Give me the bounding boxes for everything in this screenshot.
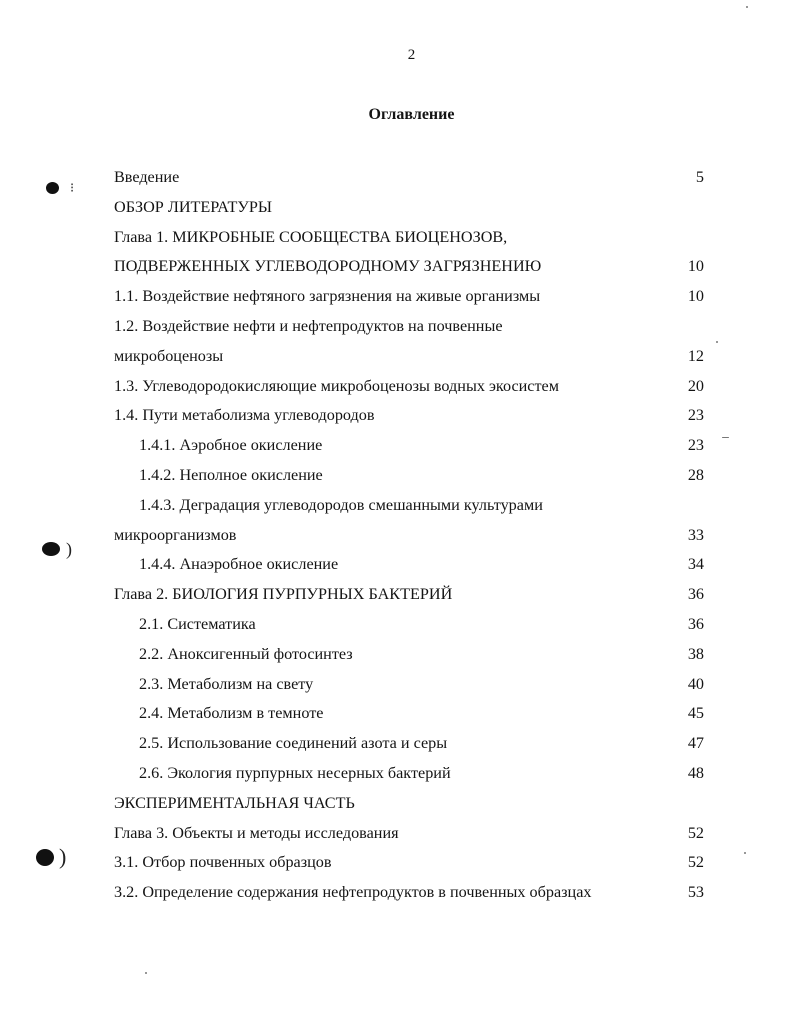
toc-entry-page: 36 (687, 585, 704, 604)
toc-entry-label: ОБЗОР ЛИТЕРАТУРЫ (114, 197, 272, 216)
toc-entry-label: 2.1. Систематика (139, 614, 256, 633)
toc-entry (0, 431, 791, 461)
toc-entry-page: 23 (687, 406, 704, 425)
toc-entry-page: 23 (687, 436, 704, 455)
toc-entry (0, 729, 791, 759)
toc-entry-label: 3.1. Отбор почвенных образцов (114, 853, 332, 872)
toc-entry-label: Глава 3. Объекты и методы исследования (114, 823, 399, 842)
toc-entry (0, 819, 791, 849)
toc-entry (0, 699, 791, 729)
toc-entry (0, 312, 791, 342)
toc-entry-label: 1.4.4. Анаэробное окисление (139, 555, 339, 574)
toc-entry-page: 33 (687, 525, 704, 544)
toc-entry-label: 1.2. Воздействие нефти и нефтепродуктов на почвенные (114, 316, 503, 335)
toc-entry (0, 789, 791, 819)
toc-entry (0, 193, 791, 223)
page-number: 2 (407, 47, 416, 63)
toc-entry-page: 10 (687, 257, 704, 276)
toc-entry-page: 52 (687, 853, 704, 872)
toc-entry (0, 163, 791, 193)
toc-entry (0, 550, 791, 580)
toc-entry-page: 38 (687, 644, 704, 663)
toc-entry (0, 640, 791, 670)
toc-entry (0, 282, 791, 312)
toc-entry-label: Глава 2. БИОЛОГИЯ ПУРПУРНЫХ БАКТЕРИЙ (114, 585, 453, 604)
toc-entry (0, 670, 791, 700)
toc-entry (0, 878, 791, 908)
toc-entry-label: 2.4. Метаболизм в темноте (139, 704, 324, 723)
toc-entry-label: 1.4.3. Деградация углеводородов смешанными культурами (139, 495, 543, 514)
toc-entry (0, 759, 791, 789)
toc-title: Оглавление (368, 106, 455, 123)
toc-entry (0, 401, 791, 431)
toc-entry-label: 2.5. Использование соединений азота и серы (139, 734, 448, 753)
toc-entry-label: 1.4.1. Аэробное окисление (139, 436, 323, 455)
toc-entry (0, 610, 791, 640)
toc-entry-page: 20 (687, 376, 704, 395)
toc-entry-label: 2.3. Метаболизм на свету (139, 674, 314, 693)
toc-entry-page: 12 (687, 346, 704, 365)
toc-entry-label: 2.6. Экология пурпурных несерных бактерий (139, 763, 451, 782)
toc-entry-label: микробоценозы (114, 346, 224, 365)
toc-entry-label: 1.4.2. Неполное окисление (139, 465, 323, 484)
toc-entry-page: 52 (687, 823, 704, 842)
toc-entry-page: 48 (687, 763, 704, 782)
toc-entry-label: микроорганизмов (114, 525, 237, 544)
toc-entry (0, 580, 791, 610)
toc-entry-page: 28 (687, 465, 704, 484)
toc-entry-page: 34 (687, 555, 704, 574)
toc-entry (0, 461, 791, 491)
toc-entry (0, 521, 791, 551)
toc-entry-label: ЭКСПЕРИМЕНТАЛЬНАЯ ЧАСТЬ (114, 793, 355, 812)
toc-entry (0, 848, 791, 878)
toc-entry-label: Введение (114, 168, 180, 186)
toc-entry-label: 3.2. Определение содержания нефтепродуктов в почвенных образцах (114, 883, 592, 902)
toc-entry-label: ПОДВЕРЖЕННЫХ УГЛЕВОДОРОДНОМУ ЗАГРЯЗНЕНИЮ (114, 257, 542, 276)
toc-entry (0, 223, 791, 253)
toc-entry (0, 491, 791, 521)
toc-entry (0, 372, 791, 402)
toc-entry-label: 1.1. Воздействие нефтяного загрязнения на живые организмы (114, 287, 541, 306)
toc-entry-page: 5 (695, 168, 704, 186)
toc-entry-page: 53 (687, 883, 704, 902)
toc-entry-label: 2.2. Аноксигенный фотосинтез (139, 644, 353, 663)
toc-entry-page: 10 (687, 287, 704, 306)
toc-entry (0, 252, 791, 282)
toc-entry-page: 47 (687, 734, 704, 753)
toc-entry (0, 342, 791, 372)
toc-entry-label: Глава 1. МИКРОБНЫЕ СООБЩЕСТВА БИОЦЕНОЗОВ, (114, 227, 508, 246)
toc-entry-page: 36 (687, 614, 704, 633)
toc-entry-label: 1.3. Углеводородокисляющие микробоценозы водных экосистем (114, 376, 559, 395)
toc-entry-page: 40 (687, 674, 704, 693)
toc-entry-page: 45 (687, 704, 704, 723)
toc-entry-label: 1.4. Пути метаболизма углеводородов (114, 406, 375, 425)
table-of-contents (0, 163, 791, 908)
